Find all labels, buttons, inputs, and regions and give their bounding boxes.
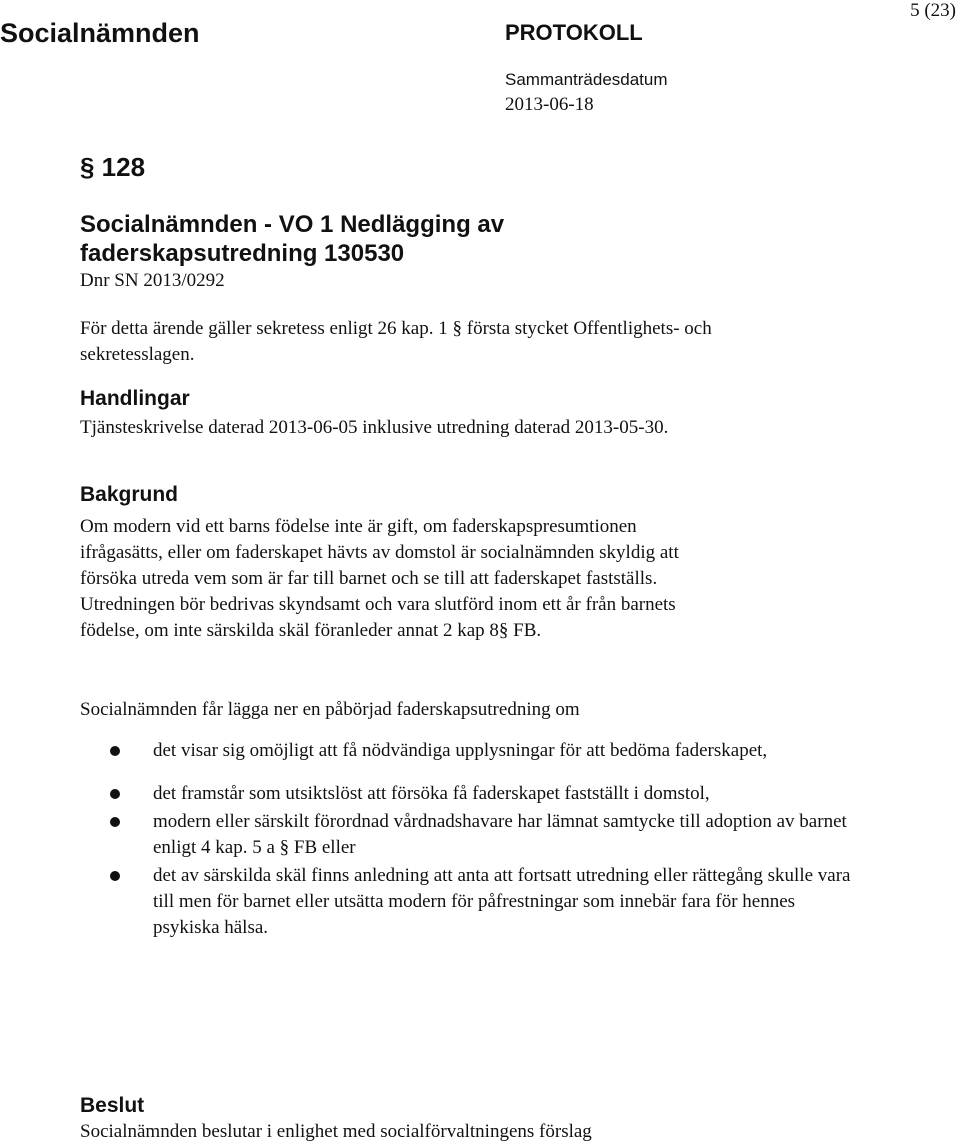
meeting-date: 2013-06-18	[505, 94, 594, 115]
meeting-date-label: Sammanträdesdatum	[505, 70, 668, 89]
case-title	[80, 210, 504, 268]
list-item-text: modern eller särskilt förordnad vårdnadshavare har lämnat samtycke till adoption av barnet enligt 4 kap. 5 a § FB eller	[153, 811, 847, 858]
list-item-text: det av särskilda skäl finns anledning att anta att fortsatt utredning eller rättegång skulle vara till men för barnet eller utsätta modern för påfrestningar som innebär fara för hennes psykiska hälsa.	[153, 865, 851, 938]
case-dnr: Dnr SN 2013/0292	[80, 270, 225, 291]
closure-conditions-list	[80, 738, 940, 941]
list-item	[80, 863, 865, 941]
documents-heading: Handlingar	[80, 387, 190, 410]
bullet-icon	[110, 789, 120, 799]
background-intro: Socialnämnden får lägga ner en påbörjad faderskapsutredning om	[80, 699, 580, 720]
background-text: Om modern vid ett barns födelse inte är gift, om faderskapspresumtionen ifrågasätts, eller om faderskapet hävts av domstol är socialnämnden skyldig att försöka utreda vem som är far till barnet och se till att faderskapet fastställs. Utredningen bör bedrivas skyndsamt och vara slutförd inom ett år från barnets födelse, om inte särskilda skäl föranleder annat 2 kap 8§ FB.	[80, 516, 679, 641]
documents-text: Tjänsteskrivelse daterad 2013-06-05 inklusive utredning daterad 2013-05-30.	[80, 417, 669, 438]
header-organization: Socialnämnden	[0, 18, 200, 48]
list-item-text: det visar sig omöjligt att få nödvändiga upplysningar för att bedöma faderskapet,	[153, 740, 768, 761]
background-heading: Bakgrund	[80, 483, 179, 506]
header-document-type: PROTOKOLL	[505, 20, 643, 45]
decision-heading: Beslut	[80, 1094, 145, 1117]
list-item	[80, 809, 883, 861]
bullet-icon	[110, 746, 120, 756]
bullet-icon	[110, 871, 120, 881]
list-item	[80, 781, 833, 807]
case-title-line-2: faderskapsutredning 130530	[80, 240, 405, 267]
list-item-text: det framstår som utsiktslöst att försöka få faderskapet fastställt i domstol,	[153, 783, 710, 804]
decision-text: Socialnämnden beslutar i enlighet med socialförvaltningens förslag	[80, 1121, 592, 1142]
paragraph-number: § 128	[80, 152, 146, 182]
page-number: 5 (23)	[910, 0, 956, 21]
case-title-line-1: Socialnämnden - VO 1 Nedlägging av	[80, 211, 505, 238]
list-item	[80, 738, 793, 764]
bullet-icon	[110, 817, 120, 827]
secrecy-notice: För detta ärende gäller sekretess enligt 26 kap. 1 § första stycket Offentlighets- och sekretesslagen.	[80, 318, 712, 365]
